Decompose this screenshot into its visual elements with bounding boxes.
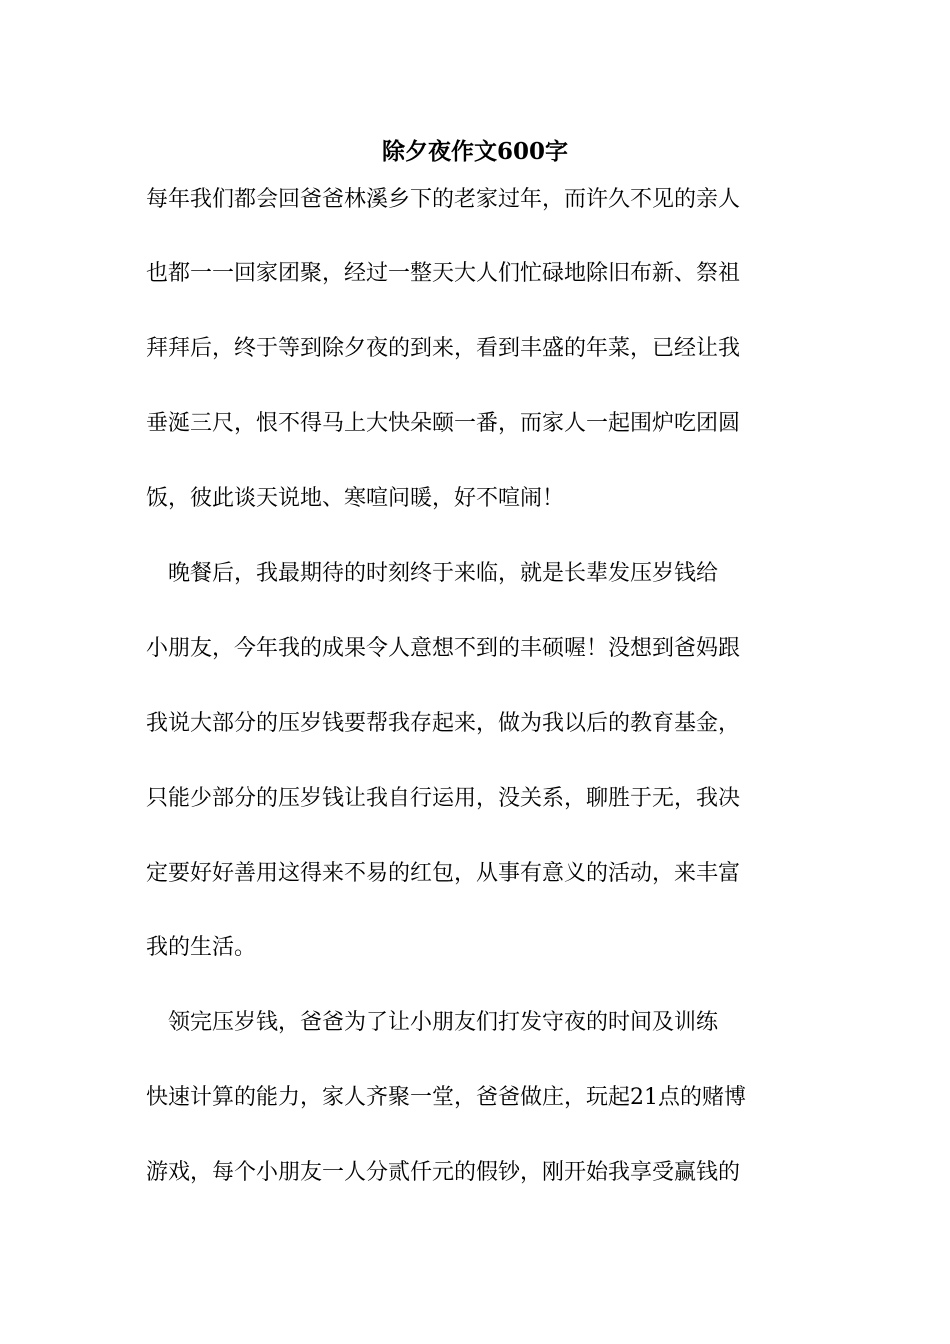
text-line: 也都一一回家团聚，经过一整天大人们忙碌地除旧布新、祭祖 — [146, 261, 741, 286]
text-line: 游戏，每个小朋友一人分贰仟元的假钞，刚开始我享受赢钱的 — [146, 1160, 741, 1185]
text-line: 垂涎三尺，恨不得马上大快朵颐一番，而家人一起围炉吃团圆 — [146, 411, 741, 436]
text-line: 定要好好善用这得来不易的红包，从事有意义的活动，来丰富 — [146, 861, 741, 886]
text-line: 只能少部分的压岁钱让我自行运用，没关系，聊胜于无，我决 — [146, 786, 741, 811]
text-line: 我说大部分的压岁钱要帮我存起来，做为我以后的教育基金， — [146, 711, 741, 736]
text-line: 每年我们都会回爸爸林溪乡下的老家过年，而许久不见的亲人 — [146, 187, 741, 212]
document-title: 除夕夜作文600字 — [381, 138, 568, 165]
text-line: 领完压岁钱，爸爸为了让小朋友们打发守夜的时间及训练 — [146, 1010, 719, 1035]
text-line: 小朋友，今年我的成果令人意想不到的丰硕喔！没想到爸妈跟 — [146, 636, 741, 661]
text-line: 快速计算的能力，家人齐聚一堂，爸爸做庄，玩起21点的赌博 — [146, 1085, 746, 1110]
text-line: 我的生活。 — [146, 935, 257, 960]
text-line: 饭，彼此谈天说地、寒喧问暖，好不喧闹！ — [146, 486, 565, 511]
text-line: 拜拜后，终于等到除夕夜的到来，看到丰盛的年菜，已经让我 — [146, 336, 741, 361]
text-line: 晚餐后，我最期待的时刻终于来临，就是长辈发压岁钱给 — [146, 561, 719, 586]
